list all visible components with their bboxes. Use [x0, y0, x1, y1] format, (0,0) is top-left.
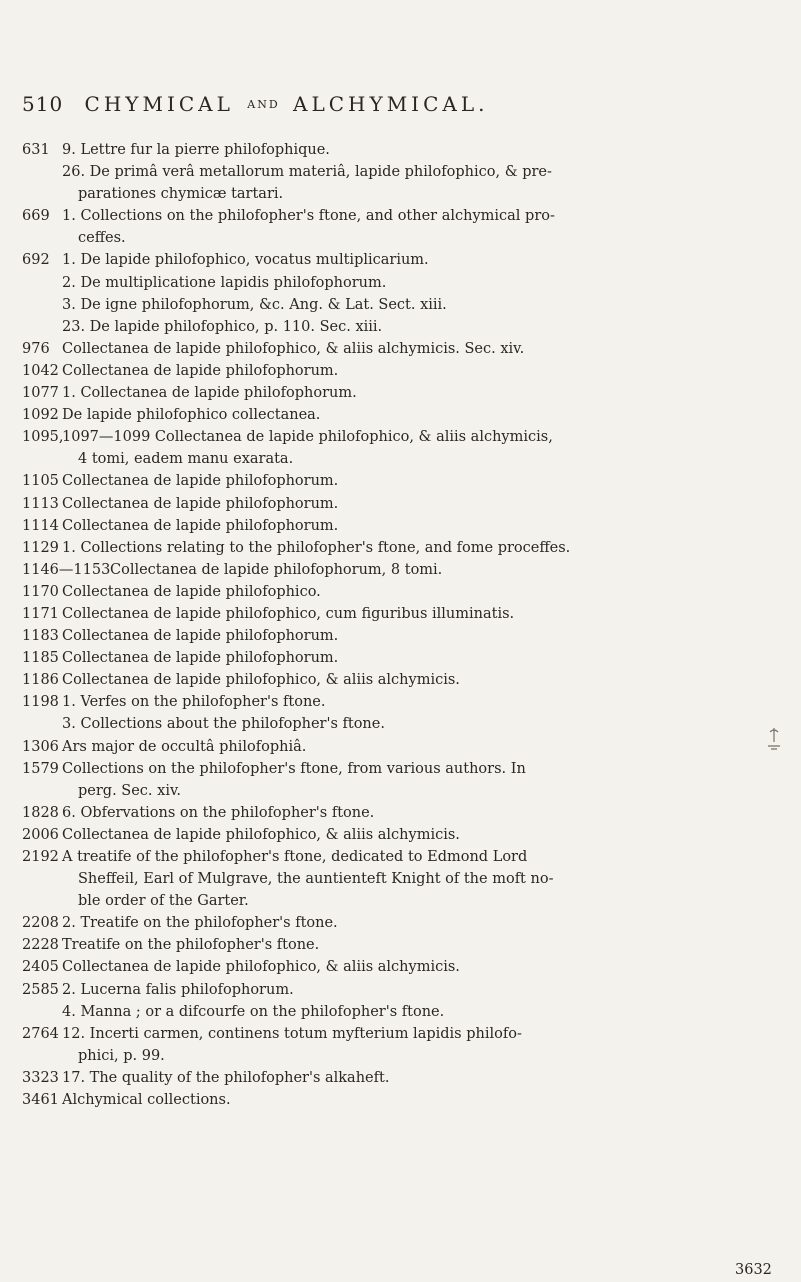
entry-text: Collectanea de lapide philofophorum.: [62, 495, 339, 512]
catalogue-line: [22, 1023, 782, 1045]
header-title-and: AND: [247, 98, 280, 111]
entry-text: Collectanea de lapide philofophico, & aliis alchymicis.: [62, 672, 460, 689]
running-header: [22, 92, 782, 116]
catalogue-line: [22, 161, 782, 183]
catalogue-line: [22, 603, 782, 625]
catalogue-line: [22, 227, 782, 249]
catalogue-line: [22, 426, 782, 448]
entry-text: Collectanea de lapide philofophorum.: [62, 650, 339, 667]
entry-number: 1113: [22, 495, 59, 512]
catalogue-line: [22, 249, 782, 271]
catalogue-line: [22, 979, 782, 1001]
entry-text: Collectanea de lapide philofophorum.: [62, 362, 339, 379]
entry-text: 2. De multiplicatione lapidis philofophorum.: [62, 274, 387, 291]
catalogue-line: [22, 448, 782, 470]
page-number: 510: [22, 92, 64, 116]
entry-number: 692: [22, 252, 50, 269]
catchword: 3632: [735, 1262, 772, 1278]
entry-text: A treatife of the philofopher's ftone, dedicated to Edmond Lord: [62, 849, 528, 865]
catalogue-line: [22, 912, 782, 934]
catalogue-line: [22, 736, 782, 758]
entry-text: 12. Incerti carmen, continens totum myfterium lapidis philofo-: [62, 1025, 522, 1042]
margin-mark-icon: [764, 726, 784, 752]
entry-number: 1095,: [22, 429, 64, 446]
entry-text: Ars major de occultâ philofophiâ.: [62, 738, 307, 755]
entry-number: 3323: [22, 1069, 59, 1086]
entry-number: 1170: [22, 583, 59, 600]
entry-number: 3461: [22, 1092, 59, 1109]
catalogue-line: [22, 713, 782, 735]
catalogue-line: [22, 183, 782, 205]
catalogue-line: [22, 647, 782, 669]
entry-number: 1042: [22, 362, 59, 379]
entry-text: 1097—1099 Collectanea de lapide philofophico, & aliis alchymicis,: [62, 429, 553, 446]
catalogue-line: [22, 360, 782, 382]
entry-text: 1. Verfes on the philofopher's ftone.: [62, 694, 326, 711]
entry-text: Collectanea de lapide philofophico, cum figuribus illuminatis.: [62, 605, 515, 622]
catalogue-line: [22, 493, 782, 515]
entry-text: Collectanea de lapide philofophorum.: [62, 517, 339, 534]
entry-text: Collectanea de lapide philofophorum.: [62, 473, 339, 490]
entry-text: 3. Collections about the philofopher's ftone.: [62, 716, 385, 733]
catalogue-line: [22, 1001, 782, 1023]
entry-number: 1306: [22, 738, 59, 755]
entry-number: 1185: [22, 650, 59, 667]
entry-number: 1077: [22, 385, 59, 402]
entry-number: 2585: [22, 981, 59, 998]
entry-number: 1129: [22, 539, 59, 556]
entry-text: Collectanea de lapide philofophorum.: [62, 628, 339, 645]
catalogue-line: [22, 316, 782, 338]
entry-text: 1. Collections relating to the philofopher's ftone, and fome proceffes.: [62, 539, 571, 556]
catalogue-line: [22, 780, 782, 802]
entry-text: 1. Collectanea de lapide philofophorum.: [62, 385, 357, 402]
catalogue-line: [22, 868, 782, 890]
catalogue-line: [22, 139, 782, 161]
entry-text: 4 tomi, eadem manu exarata.: [78, 451, 294, 468]
entry-text: 2. Treatife on the philofopher's ftone.: [62, 915, 338, 932]
entry-text: 3. De igne philofophorum, &c. Ang. & Lat. Sect. xiii.: [62, 296, 447, 313]
entry-number: 2208: [22, 915, 59, 932]
entry-text: 6. Obfervations on the philofopher's ftone.: [62, 804, 375, 821]
entry-number: 1828: [22, 804, 59, 821]
entry-text: Collectanea de lapide philofophico, & aliis alchymicis.: [62, 959, 460, 976]
entry-text: 23. De lapide philofophico, p. 110. Sec. xiii.: [62, 318, 383, 335]
catalogue-line: [22, 625, 782, 647]
entry-number: 631: [22, 142, 50, 158]
entry-number: 976: [22, 340, 50, 357]
catalogue-line: [22, 294, 782, 316]
catalogue-line: [22, 581, 782, 603]
entry-text: Collectanea de lapide philofophorum, 8 tomi.: [110, 561, 443, 578]
catalogue-line: [22, 338, 782, 360]
entry-number: 1092: [22, 407, 59, 424]
entry-text: 2. Lucerna falis philofophorum.: [62, 981, 294, 998]
entry-text: 1. Collections on the philofopher's ftone, and other alchymical pro-: [62, 208, 555, 225]
catalogue-line: [22, 470, 782, 492]
catalogue-line: [22, 205, 782, 227]
catalogue-line: [22, 404, 782, 426]
entry-text: 4. Manna ; or a difcourfe on the philofopher's ftone.: [62, 1003, 445, 1020]
catalogue-entries: [22, 139, 782, 1111]
catalogue-line: [22, 1089, 782, 1111]
catalogue-line: [22, 934, 782, 956]
entry-text: Collectanea de lapide philofophico.: [62, 583, 321, 600]
catalogue-line: [22, 824, 782, 846]
catalogue-line: [22, 1067, 782, 1089]
entry-number: 2764: [22, 1025, 59, 1042]
catalogue-line: [22, 537, 782, 559]
entry-text: ble order of the Garter.: [78, 893, 249, 910]
entry-number: 1146—1153: [22, 561, 111, 578]
header-title-alchymical: ALCHYMICAL.: [293, 92, 489, 116]
entry-number: 1171: [22, 605, 59, 622]
entry-text: Treatife on the philofopher's ftone.: [62, 937, 320, 954]
entry-text: 17. The quality of the philofopher's alkaheft.: [62, 1069, 390, 1086]
entry-text: parationes chymicæ tartari.: [78, 186, 284, 203]
catalogue-line: [22, 1045, 782, 1067]
entry-text: Alchymical collections.: [62, 1092, 231, 1109]
catalogue-line: [22, 956, 782, 978]
entry-text: De lapide philofophico collectanea.: [62, 407, 321, 424]
entry-text: 9. Lettre fur la pierre philofophique.: [62, 142, 330, 158]
catalogue-line: [22, 559, 782, 581]
catalogue-line: [22, 758, 782, 780]
entry-number: 2228: [22, 937, 59, 954]
entry-text: Sheffeil, Earl of Mulgrave, the auntienteft Knight of the moft no-: [78, 871, 554, 888]
entry-number: 1579: [22, 760, 59, 777]
catalogue-line: [22, 846, 782, 868]
entry-number: 2006: [22, 826, 59, 843]
entry-text: 26. De primâ verâ metallorum materiâ, lapide philofophico, & pre-: [62, 164, 552, 181]
entry-number: 1183: [22, 628, 59, 645]
catalogue-line: [22, 382, 782, 404]
entry-number: 2192: [22, 849, 59, 865]
catalogue-line: [22, 515, 782, 537]
entry-number: 1105: [22, 473, 59, 490]
entry-text: ceffes.: [78, 230, 126, 247]
catalogue-line: [22, 272, 782, 294]
entry-number: 2405: [22, 959, 59, 976]
entry-text: 1. De lapide philofophico, vocatus multiplicarium.: [62, 252, 429, 269]
catalogue-line: [22, 669, 782, 691]
entry-text: phici, p. 99.: [78, 1047, 165, 1064]
entry-text: Collectanea de lapide philofophico, & aliis alchymicis. Sec. xiv.: [62, 340, 525, 357]
entry-number: 669: [22, 208, 50, 225]
catalogue-line: [22, 890, 782, 912]
entry-text: Collections on the philofopher's ftone, from various authors. In: [62, 760, 526, 777]
entry-number: 1198: [22, 694, 59, 711]
entry-text: perg. Sec. xiv.: [78, 782, 182, 799]
entry-number: 1114: [22, 517, 59, 534]
entry-number: 1186: [22, 672, 59, 689]
entry-text: Collectanea de lapide philofophico, & aliis alchymicis.: [62, 826, 460, 843]
catalogue-line: [22, 691, 782, 713]
catalogue-line: [22, 802, 782, 824]
header-title-chymical: CHYMICAL: [84, 92, 234, 116]
